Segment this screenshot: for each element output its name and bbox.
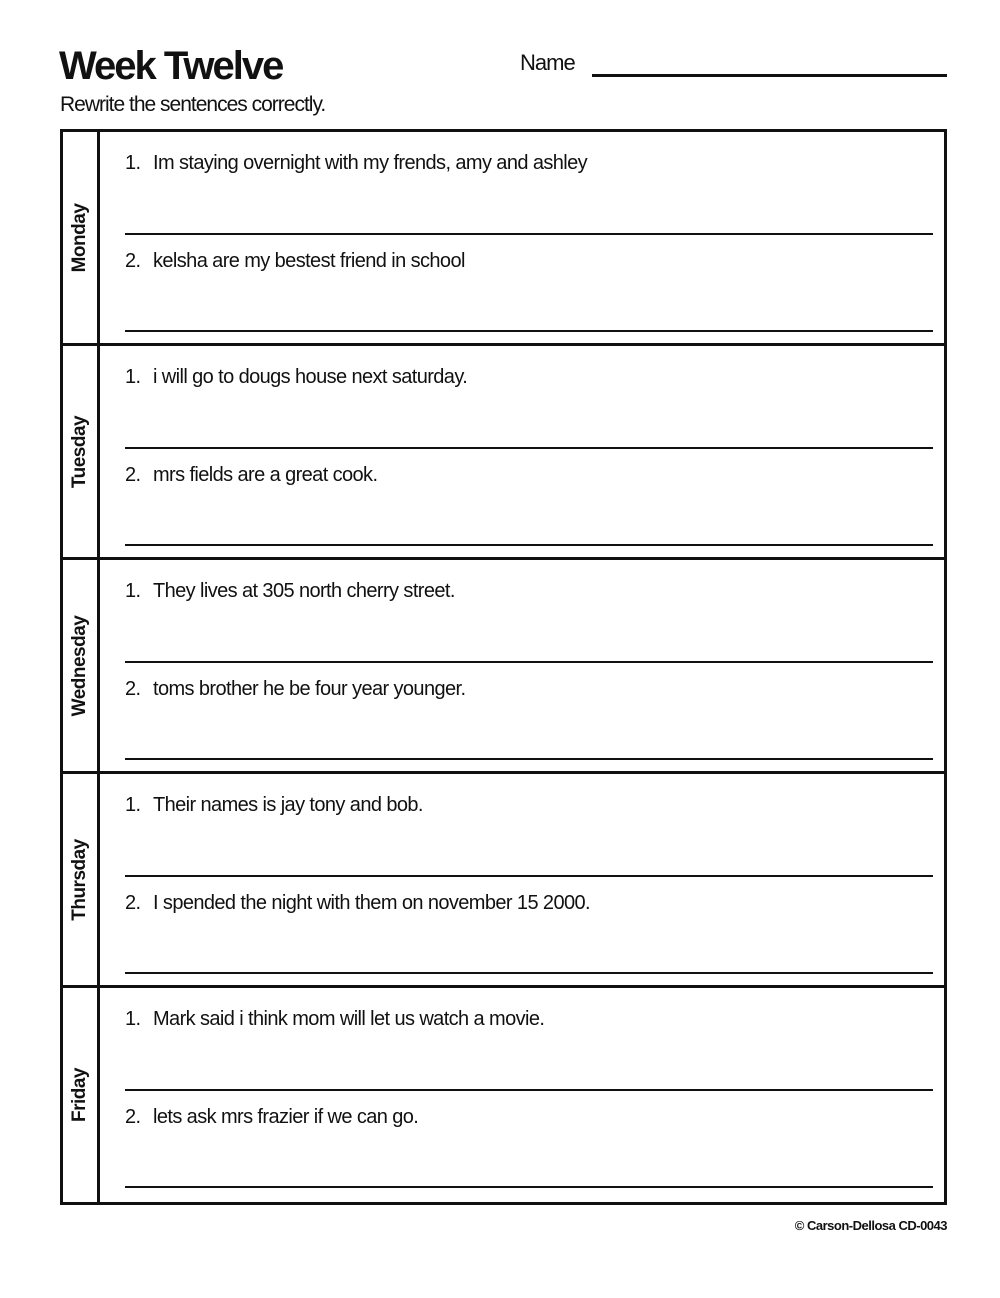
answer-line[interactable] bbox=[125, 875, 933, 877]
sentence bbox=[125, 580, 455, 603]
sentence-text: They lives at 305 north cherry street. bbox=[153, 580, 455, 602]
answer-line[interactable] bbox=[125, 447, 933, 449]
sentence bbox=[125, 250, 465, 273]
day-column bbox=[63, 346, 100, 557]
sentence bbox=[125, 794, 423, 817]
page-title: Week Twelve bbox=[59, 44, 283, 88]
answer-line[interactable] bbox=[125, 1186, 933, 1188]
sentence-number: 1. bbox=[125, 794, 141, 816]
sentence-text: toms brother he be four year younger. bbox=[153, 678, 466, 700]
sentence-text: mrs fields are a great cook. bbox=[153, 464, 378, 486]
answer-line[interactable] bbox=[125, 972, 933, 974]
day-label: Wednesday bbox=[69, 615, 90, 716]
sentence-number: 2. bbox=[125, 250, 141, 272]
name-field-line[interactable] bbox=[592, 74, 947, 77]
worksheet-table bbox=[60, 129, 947, 1205]
copyright: © Carson-Dellosa CD-0043 bbox=[794, 1218, 947, 1233]
day-label: Thursday bbox=[69, 838, 90, 921]
answer-line[interactable] bbox=[125, 233, 933, 235]
answer-line[interactable] bbox=[125, 544, 933, 546]
sentence-number: 1. bbox=[125, 366, 141, 388]
day-column bbox=[63, 988, 100, 1202]
sentence-number: 2. bbox=[125, 678, 141, 700]
sentence-number: 2. bbox=[125, 1106, 141, 1128]
sentence-text: Im staying overnight with my frends, amy and ashley bbox=[153, 152, 588, 174]
sentence-number: 1. bbox=[125, 1008, 141, 1030]
sentence bbox=[125, 1106, 418, 1129]
sentence-number: 1. bbox=[125, 580, 141, 602]
sentence bbox=[125, 678, 465, 701]
day-section-thursday bbox=[63, 774, 944, 988]
sentence bbox=[125, 152, 587, 175]
sentence-text: I spended the night with them on november 15 2000. bbox=[153, 892, 590, 914]
sentence bbox=[125, 1008, 544, 1031]
name-label: Name bbox=[520, 50, 575, 75]
answer-line[interactable] bbox=[125, 758, 933, 760]
sentence bbox=[125, 464, 377, 487]
day-label: Friday bbox=[69, 1067, 90, 1123]
day-section-monday bbox=[63, 132, 944, 346]
day-section-friday bbox=[63, 988, 944, 1202]
answer-line[interactable] bbox=[125, 330, 933, 332]
sentence-text: i will go to dougs house next saturday. bbox=[153, 366, 468, 388]
answer-line[interactable] bbox=[125, 1089, 933, 1091]
day-label: Monday bbox=[69, 203, 90, 272]
instructions: Rewrite the sentences correctly. bbox=[60, 93, 326, 116]
day-section-wednesday bbox=[63, 560, 944, 774]
sentence-text: Their names is jay tony and bob. bbox=[153, 794, 423, 816]
answer-line[interactable] bbox=[125, 661, 933, 663]
day-column bbox=[63, 774, 100, 985]
sentence-text: kelsha are my bestest friend in school bbox=[153, 250, 465, 272]
day-label: Tuesday bbox=[69, 415, 90, 488]
day-column bbox=[63, 132, 100, 343]
sentence bbox=[125, 892, 590, 915]
sentence-number: 1. bbox=[125, 152, 141, 174]
sentence-text: lets ask mrs frazier if we can go. bbox=[153, 1106, 419, 1128]
sentence-number: 2. bbox=[125, 464, 141, 486]
sentence-text: Mark said i think mom will let us watch a movie. bbox=[153, 1008, 545, 1030]
sentence-number: 2. bbox=[125, 892, 141, 914]
day-section-tuesday bbox=[63, 346, 944, 560]
day-column bbox=[63, 560, 100, 771]
sentence bbox=[125, 366, 467, 389]
